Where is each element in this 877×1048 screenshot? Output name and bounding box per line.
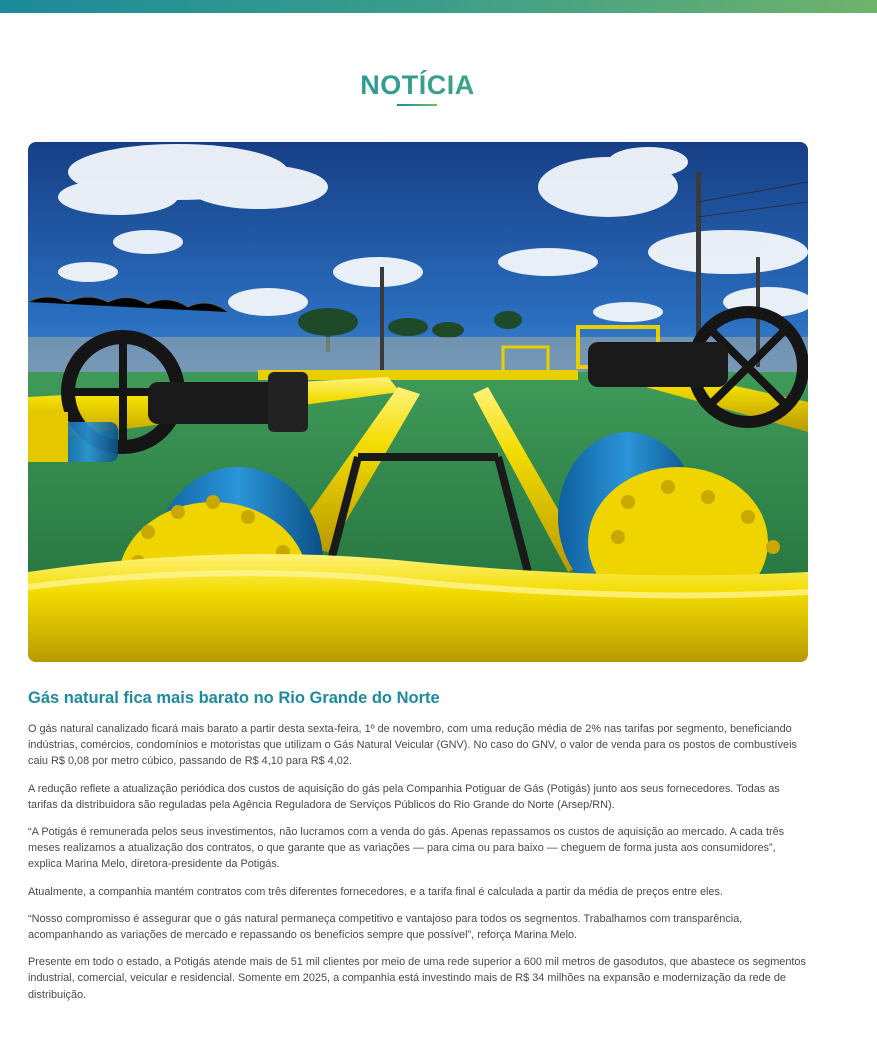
article-paragraph: A redução reflete a atualização periódica dos custos de aquisição do gás pela Companhia Potiguar de Gás (Potigás) junto aos seus fornecedores. Todas as tarifas da distribuidora são reguladas pela Agência Reguladora de Serviços Públicos do Rio Grande do Norte (Arsep/RN). bbox=[28, 782, 780, 811]
hero-image bbox=[28, 142, 808, 662]
article-paragraph: O gás natural canalizado ficará mais barato a partir desta sexta-feira, 1º de novembro, com uma redução média de 2% nas tarifas por segmento, beneficiando indústrias, comércios, condomínios e motoristas que utilizam o Gás Natural Veicular (GNV). No caso do GNV, o valor de venda para os postos de combustíveis caiu R$ 0,08 por metro cúbico, passando de R$ 4,10 para R$ 4,02. bbox=[28, 723, 797, 768]
article-paragraph: “Nosso compromisso é assegurar que o gás natural permaneça competitivo e vantajoso para todos os segmentos. Trabalhamos com transparência, acompanhando as variações de mercado e repassando os benefícios sempre que possível”, reforça Marina Melo. bbox=[28, 912, 743, 942]
article-paragraph: Atualmente, a companhia mantém contratos com três diferentes fornecedores, e a tarifa final é calculada a partir da média de preços entre eles. bbox=[28, 885, 723, 898]
article-paragraph: Presente em todo o estado, a Potigás atende mais de 51 mil clientes por meio de uma rede superior a 600 mil metros de gasodutos, que abastece os segmentos industrial, comercial, veicular e residencial. Somente em 2025, a companhia está investindo mais de R$ 34 milhões na expansão e modernização da rede de distribuição. bbox=[28, 956, 806, 1001]
gas-pipeline-photo-icon bbox=[28, 142, 808, 662]
section-title: NOTÍCIA bbox=[0, 70, 835, 101]
title-underline bbox=[397, 104, 437, 106]
article-paragraph: “A Potigás é remunerada pelos seus investimentos, não lucramos com a venda do gás. Apenas repassamos os custos de aquisição ao mercado. A cada três meses realizamos a atualização dos contratos, o que garante que as variações — para cima ou para baixo — cheguem de forma justa aos consumidores”, explica Marina Melo, diretora-presidente da Potigás. bbox=[28, 826, 785, 871]
article-headline: Gás natural fica mais barato no Rio Grande do Norte bbox=[28, 689, 440, 707]
article-body bbox=[28, 721, 810, 1014]
top-accent-bar bbox=[0, 0, 877, 13]
